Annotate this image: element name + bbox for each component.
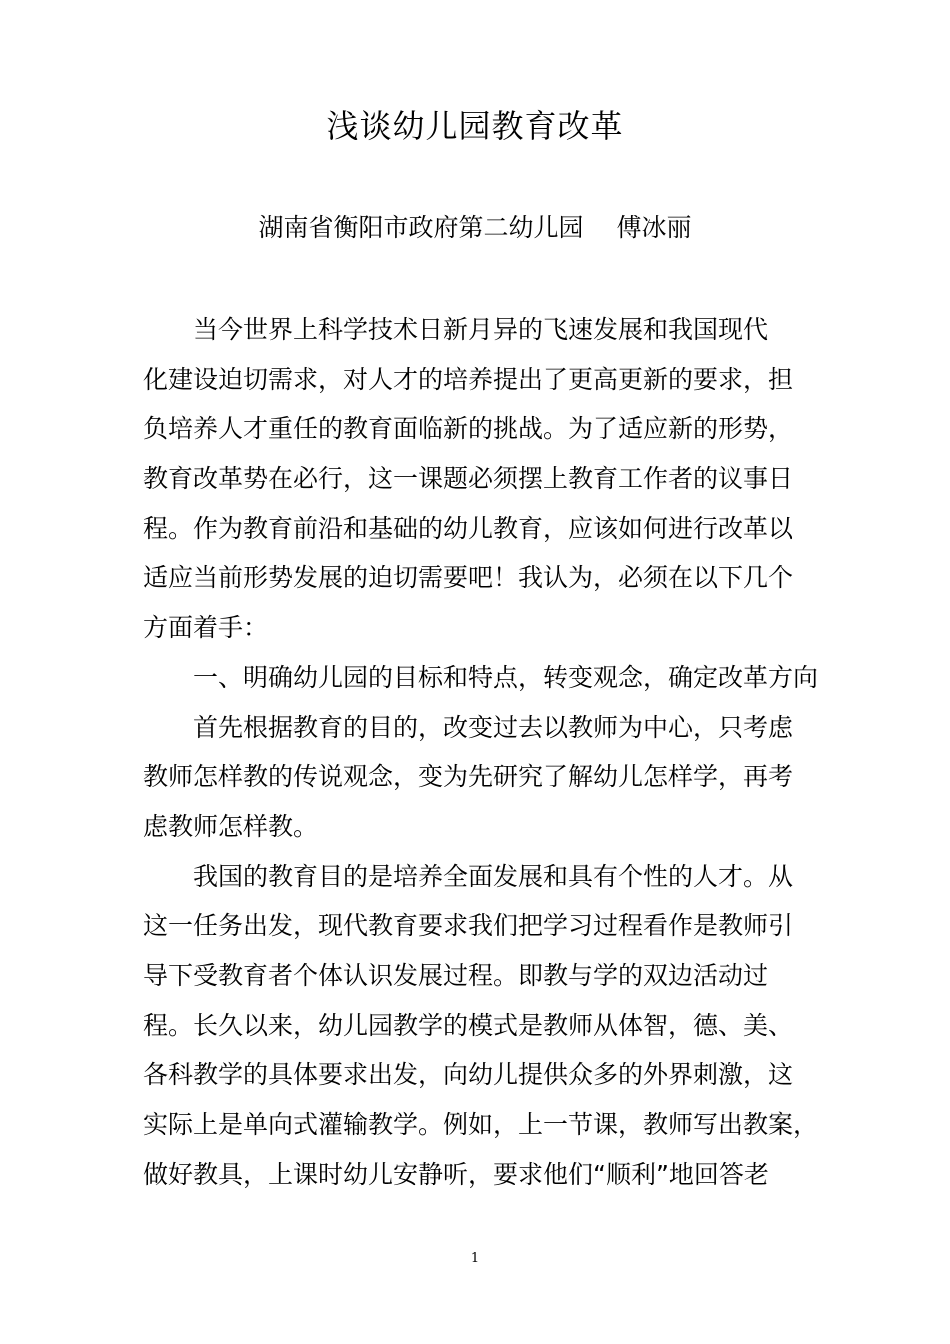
paragraph-line: 负培养人才重任的教育面临新的挑战。为了适应新的形势， xyxy=(143,414,794,444)
paragraph-line: 首先根据教育的目的，改变过去以教师为中心，只考虑 xyxy=(193,712,794,742)
paragraph-line: 各科教学的具体要求出发，向幼儿提供众多的外界刺激，这 xyxy=(143,1060,794,1090)
paragraph-line: 化建设迫切需求，对人才的培养提出了更高更新的要求，担 xyxy=(143,364,794,394)
author-byline: 湖南省衡阳市政府第二幼儿园 傅冰丽 xyxy=(258,213,692,242)
section-heading: 一、明确幼儿园的目标和特点，转变观念，确定改革方向 xyxy=(193,662,819,692)
paragraph-line: 我国的教育目的是培养全面发展和具有个性的人才。从 xyxy=(193,861,794,891)
paragraph-line: 当今世界上科学技术日新月异的飞速发展和我国现代 xyxy=(193,315,769,344)
paragraph-line: 这一任务出发，现代教育要求我们把学习过程看作是教师引 xyxy=(143,911,794,941)
paragraph-line: 导下受教育者个体认识发展过程。即教与学的双边活动过 xyxy=(143,960,769,990)
paragraph-line: 虑教师怎样教。 xyxy=(143,811,319,841)
paragraph-line: 实际上是单向式灌输教学。例如，上一节课，教师写出教案， xyxy=(143,1110,819,1139)
paragraph-line: 教育改革势在必行，这一课题必须摆上教育工作者的议事日 xyxy=(143,464,794,494)
paragraph-line: 适应当前形势发展的迫切需要吧！我认为，必须在以下几个 xyxy=(143,563,794,593)
paragraph-line: 程。作为教育前沿和基础的幼儿教育，应该如何进行改革以 xyxy=(143,513,794,543)
document-title: 浅谈幼儿园教育改革 xyxy=(326,107,624,145)
paragraph-line: 方面着手： xyxy=(143,613,269,643)
body-text xyxy=(143,310,843,1204)
paragraph-line: 做好教具，上课时幼儿安静听，要求他们“顺利”地回答老 xyxy=(143,1159,769,1189)
paragraph-line: 程。长久以来，幼儿园教学的模式是教师从体智，德、美、 xyxy=(143,1010,794,1040)
paragraph-line: 教师怎样教的传说观念，变为先研究了解幼儿怎样学，再考 xyxy=(143,762,794,792)
page-number: 1 xyxy=(470,1251,480,1266)
